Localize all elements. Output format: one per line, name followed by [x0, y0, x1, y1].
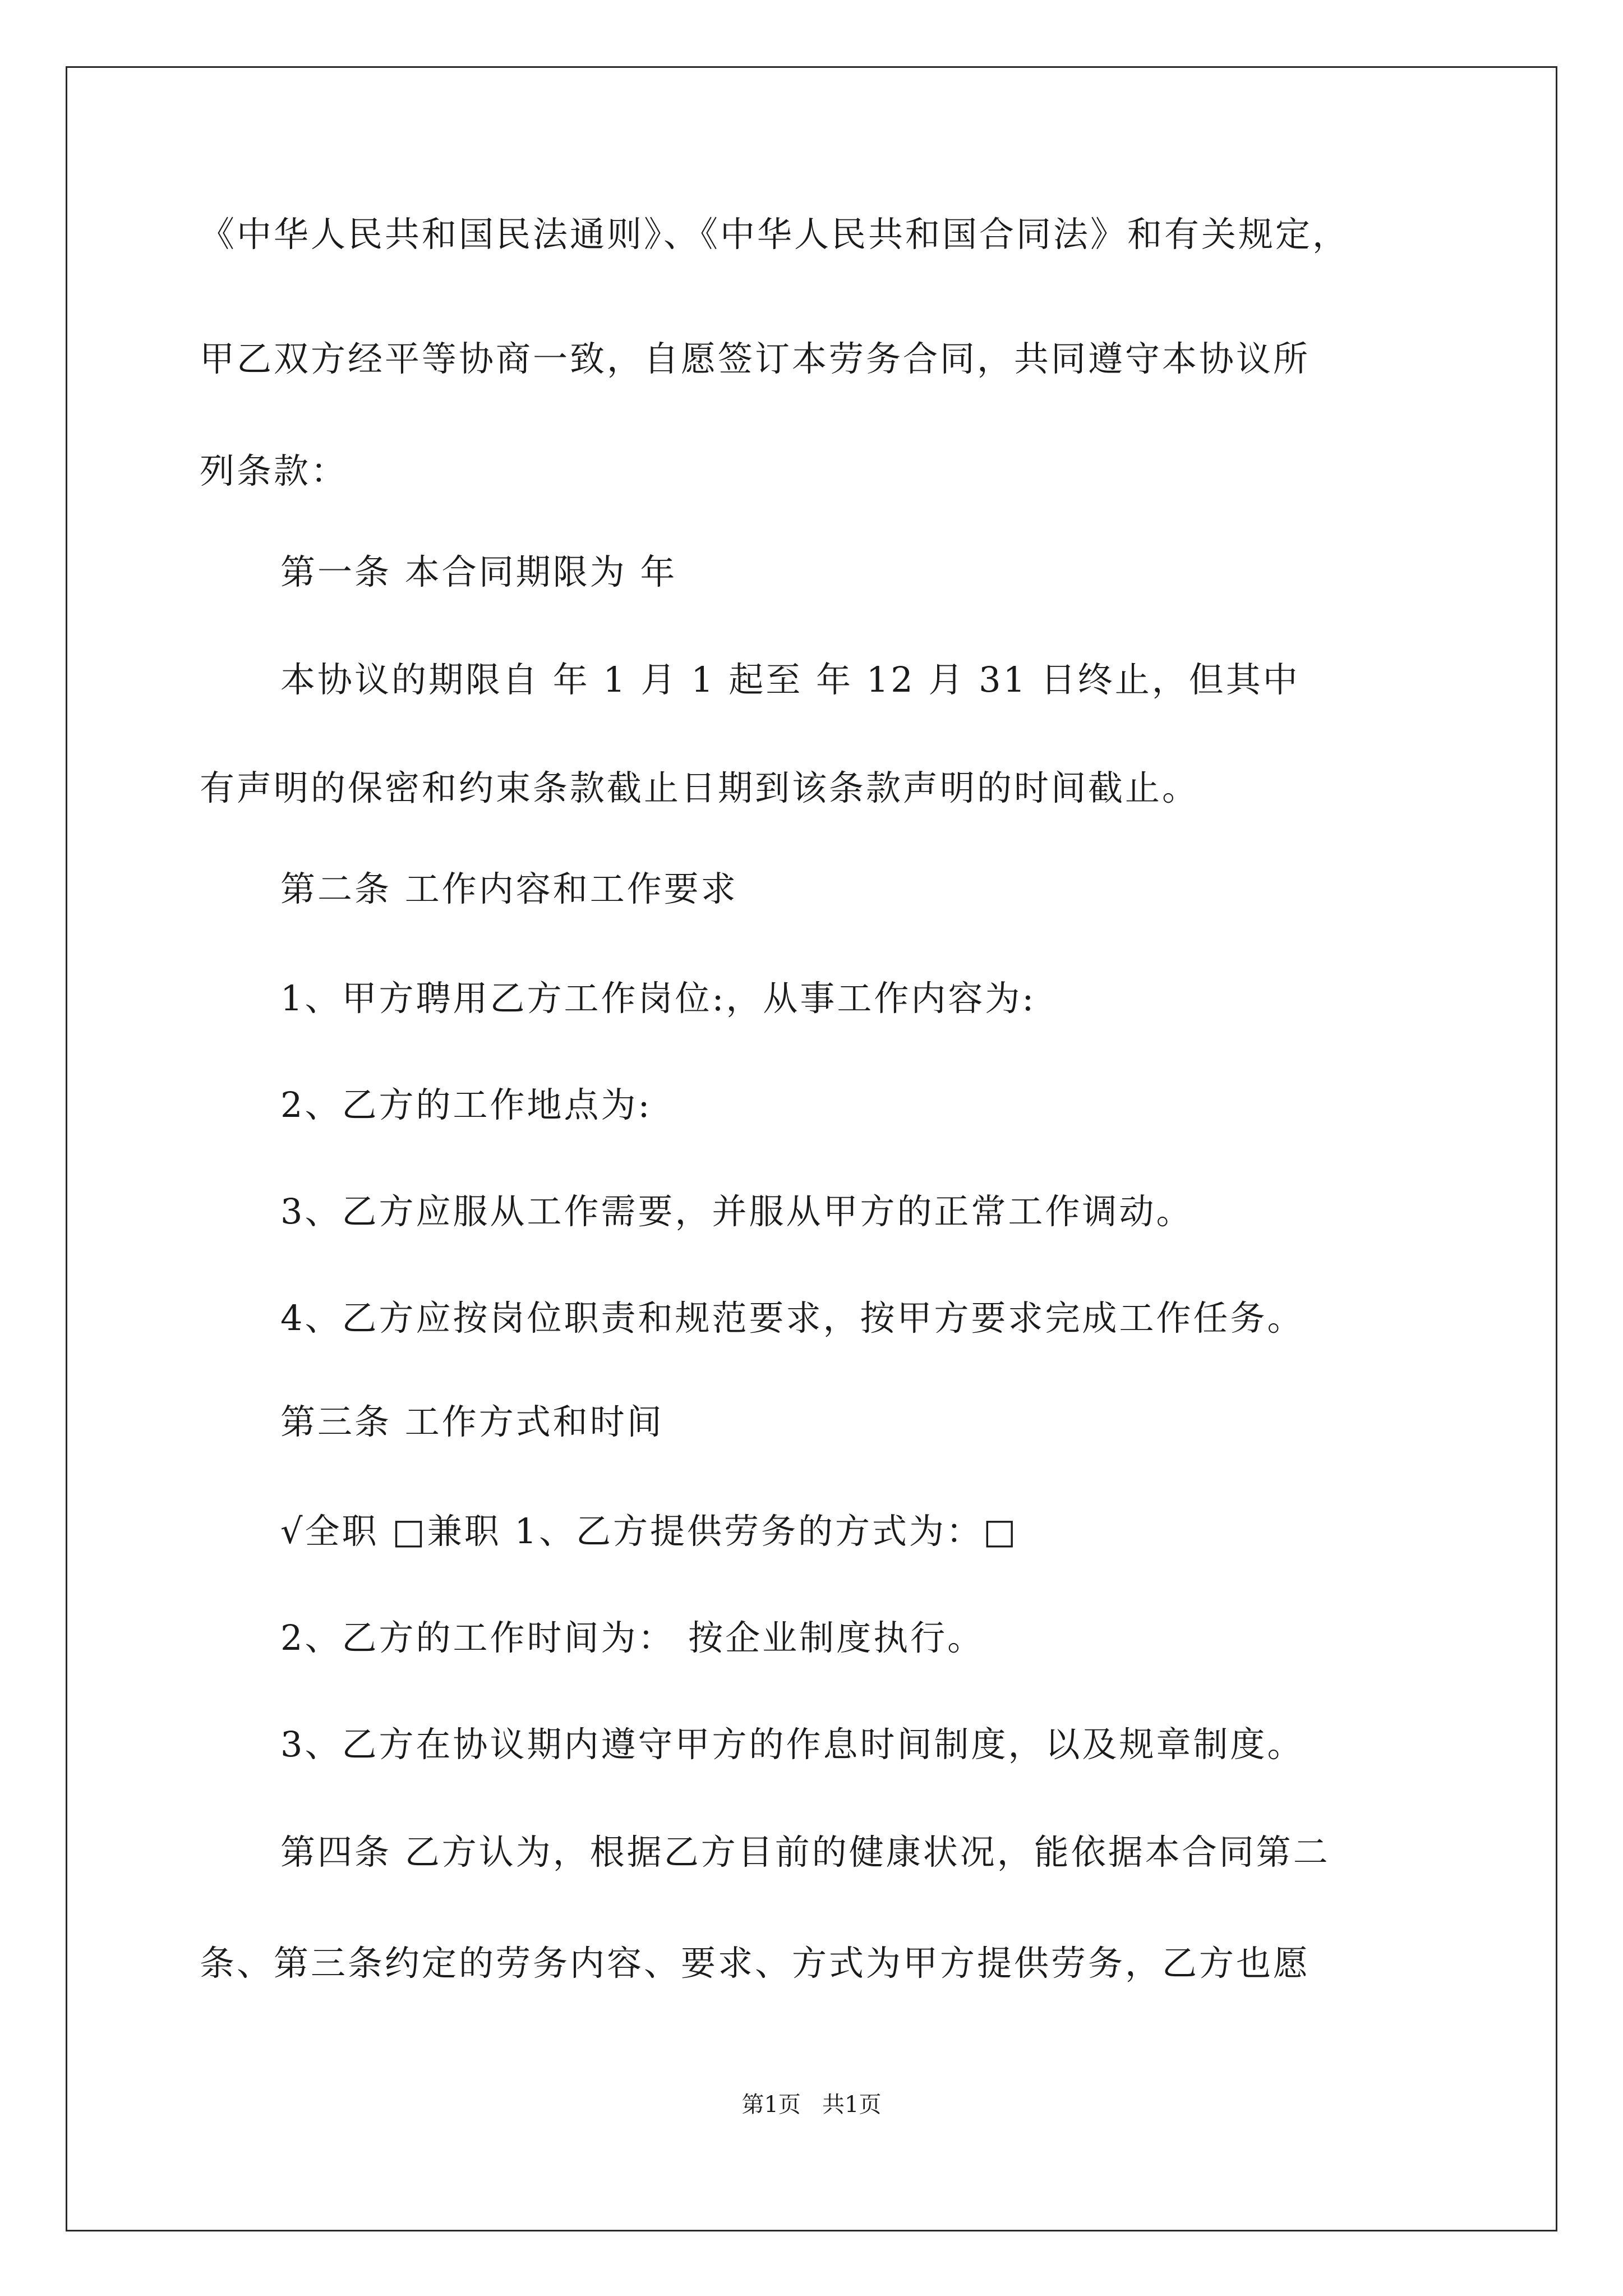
article-heading-4: 第四条 乙方认为，根据乙方目前的健康状况，能依据本合同第二 — [280, 1832, 1330, 1872]
list-item: 1、甲方聘用乙方工作岗位:，从事工作内容为: — [280, 978, 1036, 1019]
list-item: 4、乙方应按岗位职责和规范要求，按甲方要求完成工作任务。 — [280, 1297, 1304, 1338]
page-number: 第1页 共1页 — [741, 2092, 882, 2118]
text-line: 本协议的期限自 年 1 月 1 起至 年 12 月 31 日终止，但其中 — [280, 659, 1300, 700]
text-line: 列条款： — [200, 450, 348, 491]
text-line: 甲乙双方经平等协商一致，自愿签订本劳务合同，共同遵守本协议所 — [200, 338, 1311, 379]
list-item: 2、乙方的工作地点为: — [280, 1084, 652, 1125]
text-line: 有声明的保密和约束条款截止日期到该条款声明的时间截止。 — [200, 767, 1200, 808]
list-item: 3、乙方在协议期内遵守甲方的作息时间制度，以及规章制度。 — [280, 1724, 1304, 1765]
list-item: 3、乙方应服从工作需要，并服从甲方的正常工作调动。 — [280, 1191, 1193, 1232]
text-line: 《中华人民共和国民法通则》、《中华人民共和国合同法》和有关规定， — [200, 214, 1350, 255]
page-border — [66, 66, 1557, 2231]
article-heading-3: 第三条 工作方式和时间 — [280, 1401, 664, 1442]
article-heading-1: 第一条 本合同期限为 年 — [280, 551, 677, 592]
text-line: 条、第三条约定的劳务内容、要求、方式为甲方提供劳务，乙方也愿 — [200, 1943, 1311, 1984]
list-item: 2、乙方的工作时间为： 按企业制度执行。 — [280, 1617, 985, 1658]
article-heading-2: 第二条 工作内容和工作要求 — [280, 868, 738, 909]
checkbox-line: √全职 □兼职 1、乙方提供劳务的方式为：□ — [280, 1511, 1018, 1552]
